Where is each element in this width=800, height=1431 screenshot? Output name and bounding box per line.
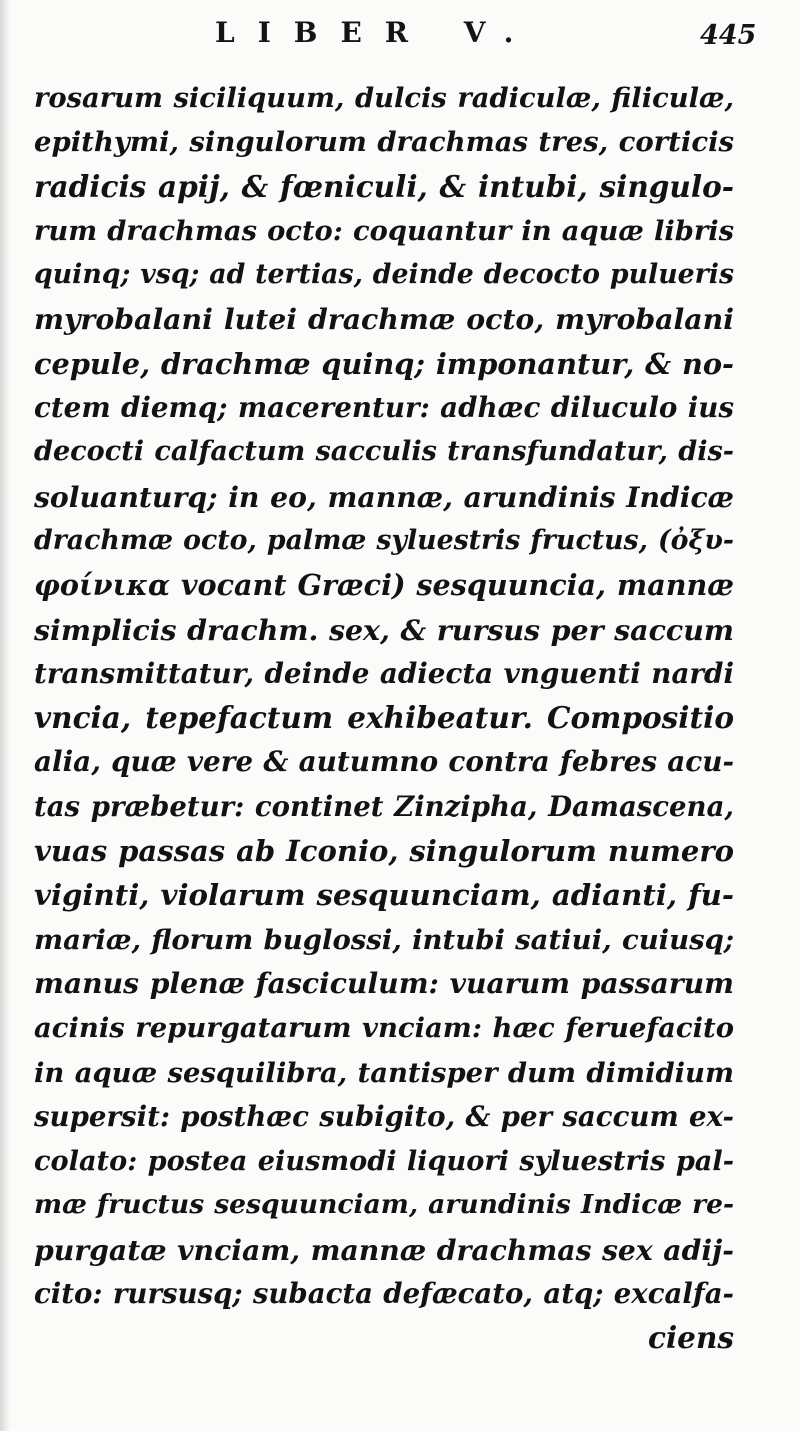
page-header [0, 14, 800, 54]
running-head: LIBER V. [215, 16, 537, 49]
text-line: supersit: posthæc subigito, & per saccum ex- [34, 1099, 734, 1133]
text-line: rosarum siciliquum, dulcis radiculæ, filiculæ, [34, 82, 734, 114]
text-line: mæ fructus sesquunciam, arundinis Indicæ re- [34, 1189, 734, 1221]
text-line: manus plenæ fasciculum: vuarum passarum [34, 966, 734, 1000]
text-line: vuas passas ab Iconio, singulorum numero [34, 834, 734, 869]
text-line: rum drachmas octo: coquantur in aquæ libris [34, 214, 734, 247]
text-line: quinq; vsq; ad tertias, deinde decocto pulueris [34, 259, 734, 291]
text-line: in aquæ sesquilibra, tantisper dum dimidium [34, 1056, 734, 1089]
catchword: ciens [648, 1320, 734, 1356]
text-line: decocti calfactum sacculis transfundatur, dis- [34, 436, 734, 468]
text-line: drachmæ octo, palmæ syluestris fructus, (ὀξυ- [34, 524, 734, 556]
text-line: transmittatur, deinde adiecta vnguenti nardi [34, 656, 734, 690]
text-line: soluanturq; in eo, mannæ, arundinis Indicæ [34, 479, 734, 514]
text-line: cepule, drachmæ quinq; imponantur, & no- [34, 346, 734, 381]
text-line: vncia, tepefactum exhibeatur. Compositio [34, 700, 734, 736]
text-line: ctem diemq; macerentur: adhæc diluculo ius [34, 391, 734, 425]
text-line: φοίνικα vocant Græci) sesquuncia, mannæ [34, 568, 734, 603]
text-line: colato: postea eiusmodi liquori syluestris pal- [34, 1145, 734, 1178]
body-text [34, 76, 734, 1361]
page-number: 445 [700, 20, 757, 51]
text-line: alia, quæ vere & autumno contra febres acu- [34, 745, 734, 779]
text-line: epithymi, singulorum drachmas tres, corticis [34, 126, 734, 159]
text-line: tas præbetur: continet Zinzipha, Damascena, [34, 790, 734, 823]
text-line: cito: rursusq; subacta defæcato, atq; excalfa- [34, 1277, 734, 1311]
text-line: viginti, violarum sesquunciam, adianti, fu- [34, 878, 734, 913]
text-line: simplicis drachm. sex, & rursus per saccum [34, 612, 734, 647]
text-line: mariæ, florum buglossi, intubi satiui, cuiusq; [34, 923, 734, 956]
text-line: purgatæ vnciam, mannæ drachmas sex adij- [34, 1232, 734, 1267]
text-line: acinis repurgatarum vnciam: hæc feruefacito [34, 1012, 734, 1045]
text-line: radicis apij, & fœniculi, & intubi, singulo- [34, 168, 734, 204]
text-line: myrobalani lutei drachmæ octo, myrobalani [34, 302, 734, 337]
